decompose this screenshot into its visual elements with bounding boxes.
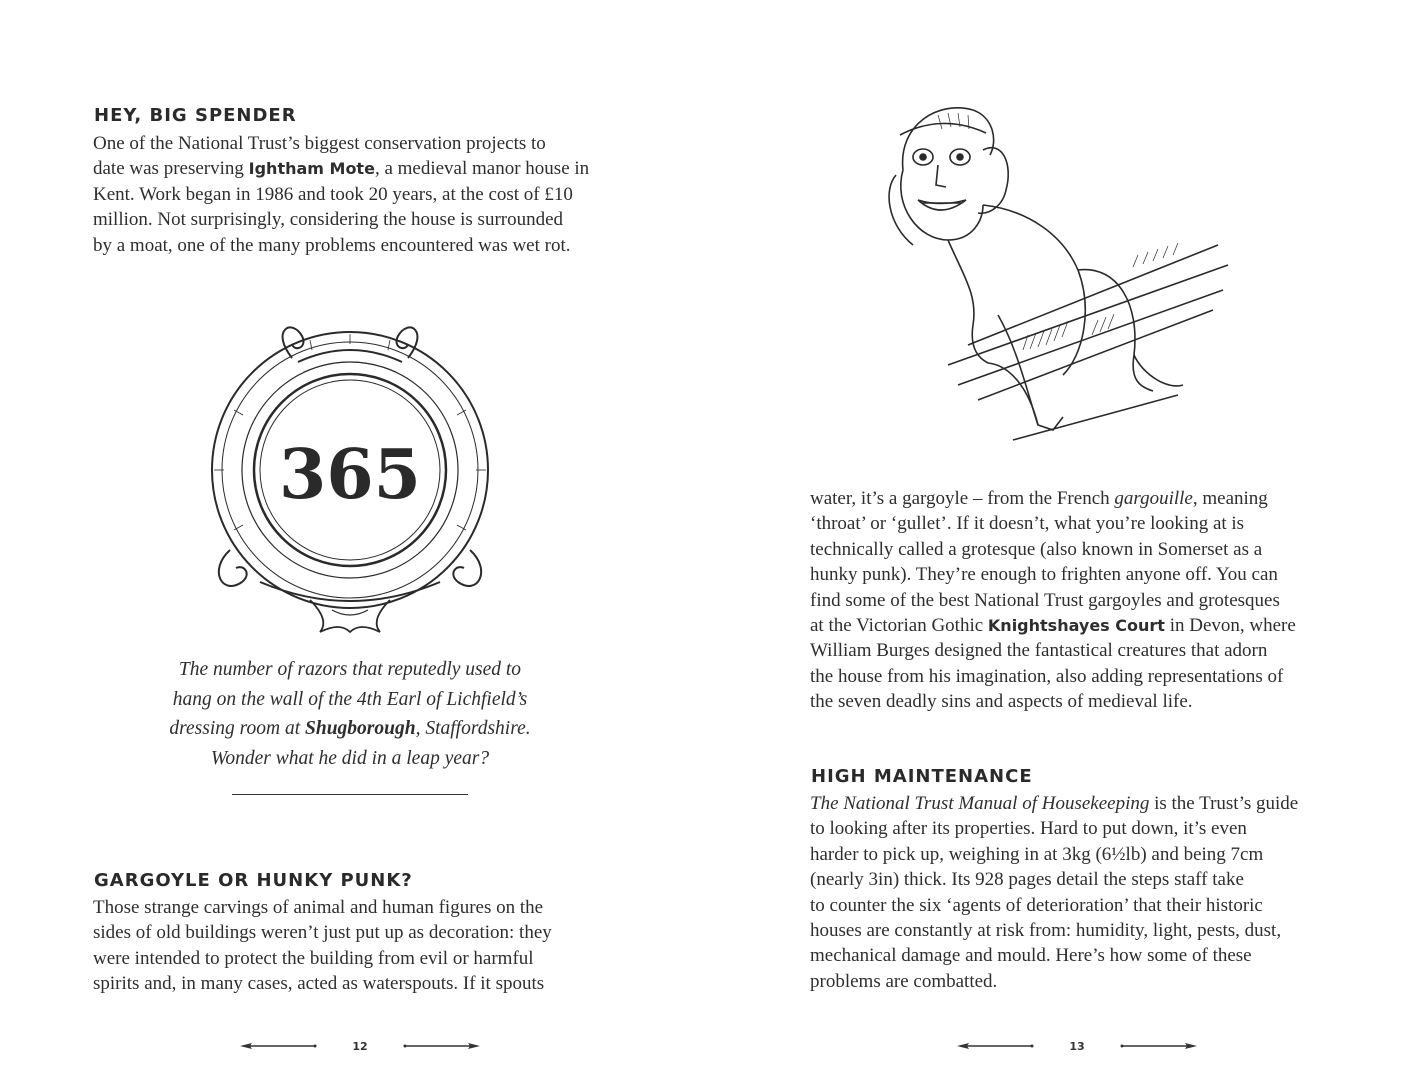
- text-line: find some of the best National Trust gargoyles and grotesques: [810, 589, 1280, 611]
- text-line: Kent. Work began in 1986 and took 20 years, at the cost of £10: [93, 183, 573, 205]
- text-line: ‘throat’ or ‘gullet’. If it doesn’t, what you’re looking at is: [810, 513, 1245, 535]
- section-heading-big-spender: HEY, BIG SPENDER: [94, 105, 297, 126]
- ornate-frame-illustration: [200, 320, 500, 640]
- caption-line: hang on the wall of the 4th Earl of Lichfield’s: [172, 688, 528, 710]
- text-fragment: is the Trust’s guide: [1149, 793, 1299, 814]
- text-line: [810, 613, 1296, 638]
- text-line: mechanical damage and mould. Here’s how some of these: [810, 945, 1252, 967]
- term-gargouille: gargouille: [1114, 488, 1193, 509]
- text-line: spirits and, in many cases, acted as waterspouts. If it spouts: [93, 973, 545, 995]
- right-arrow-ornament-icon: [1119, 1042, 1197, 1050]
- divider-rule: [232, 794, 468, 795]
- paragraph-gargoyle: [93, 895, 552, 997]
- page-footer: [957, 1036, 1197, 1056]
- text-line: [810, 486, 1296, 511]
- text-line: harder to pick up, weighing in at 3kg (6½lb) and being 7cm: [810, 843, 1264, 865]
- section-heading-high-maintenance: HIGH MAINTENANCE: [811, 766, 1033, 787]
- text-line: hunky punk). They’re enough to frighten anyone off. You can: [810, 564, 1278, 586]
- text-line: One of the National Trust’s biggest conservation projects to: [93, 133, 546, 154]
- place-name-shugborough: Shugborough: [305, 718, 416, 739]
- page-number: 13: [1069, 1039, 1085, 1053]
- book-title: The National Trust Manual of Housekeeping: [810, 793, 1150, 814]
- caption-line: The number of razors that reputedly used to: [178, 659, 522, 680]
- gargoyle-illustration: [878, 95, 1258, 445]
- text-line: houses are constantly at risk from: humidity, light, pests, dust,: [810, 920, 1282, 942]
- page-footer: [240, 1036, 480, 1056]
- text-fragment: at the Victorian Gothic: [810, 615, 988, 637]
- text-line: (nearly 3in) thick. Its 928 pages detail the steps staff take: [810, 869, 1244, 891]
- text-line: to counter the six ‘agents of deterioration’ that their historic: [810, 894, 1263, 916]
- fact-caption: [130, 655, 570, 773]
- text-fragment: dressing room at: [169, 718, 305, 739]
- text-line: the house from his imagination, also adding representations of: [810, 665, 1284, 687]
- text-line: million. Not surprisingly, considering the house is surrounded: [93, 209, 564, 231]
- text-fragment: , a medieval manor house in: [374, 158, 590, 180]
- text-fragment: , Staffordshire.: [415, 718, 531, 739]
- fact-number: 365: [279, 435, 421, 515]
- text-line: [93, 156, 589, 181]
- text-line: the seven deadly sins and aspects of medieval life.: [810, 691, 1193, 713]
- left-arrow-ornament-icon: [957, 1042, 1035, 1050]
- page-number: 12: [352, 1039, 368, 1053]
- caption-line: [130, 714, 570, 744]
- right-arrow-ornament-icon: [402, 1042, 480, 1050]
- text-line: to looking after its properties. Hard to put down, it’s even: [810, 818, 1247, 840]
- text-fragment: date was preserving: [93, 158, 249, 180]
- left-arrow-ornament-icon: [240, 1042, 318, 1050]
- text-line: Those strange carvings of animal and human figures on the: [93, 897, 544, 918]
- paragraph-big-spender: [93, 131, 589, 258]
- text-line: [810, 791, 1298, 816]
- section-heading-gargoyle: GARGOYLE OR HUNKY PUNK?: [94, 870, 413, 891]
- caption-line: Wonder what he did in a leap year?: [210, 747, 490, 769]
- place-name-ightham-mote: Ightham Mote: [248, 159, 375, 179]
- text-line: sides of old buildings weren’t just put up as decoration: they: [93, 922, 552, 944]
- text-fragment: , meaning: [1192, 488, 1268, 509]
- text-fragment: water, it’s a gargoyle – from the French: [810, 488, 1115, 509]
- place-name-knightshayes-court: Knightshayes Court: [987, 616, 1165, 636]
- text-line: problems are combatted.: [810, 970, 998, 992]
- text-line: by a moat, one of the many problems encountered was wet rot.: [93, 234, 571, 256]
- text-fragment: in Devon, where: [1164, 615, 1296, 637]
- right-page: [703, 0, 1405, 1080]
- text-line: were intended to protect the building from evil or harmful: [93, 947, 534, 969]
- paragraph-gargoyle-continued: [810, 486, 1296, 715]
- paragraph-high-maintenance: [810, 791, 1298, 994]
- left-page: [0, 0, 702, 1080]
- text-line: William Burges designed the fantastical creatures that adorn: [810, 640, 1268, 662]
- text-line: technically called a grotesque (also known in Somerset as a: [810, 538, 1263, 560]
